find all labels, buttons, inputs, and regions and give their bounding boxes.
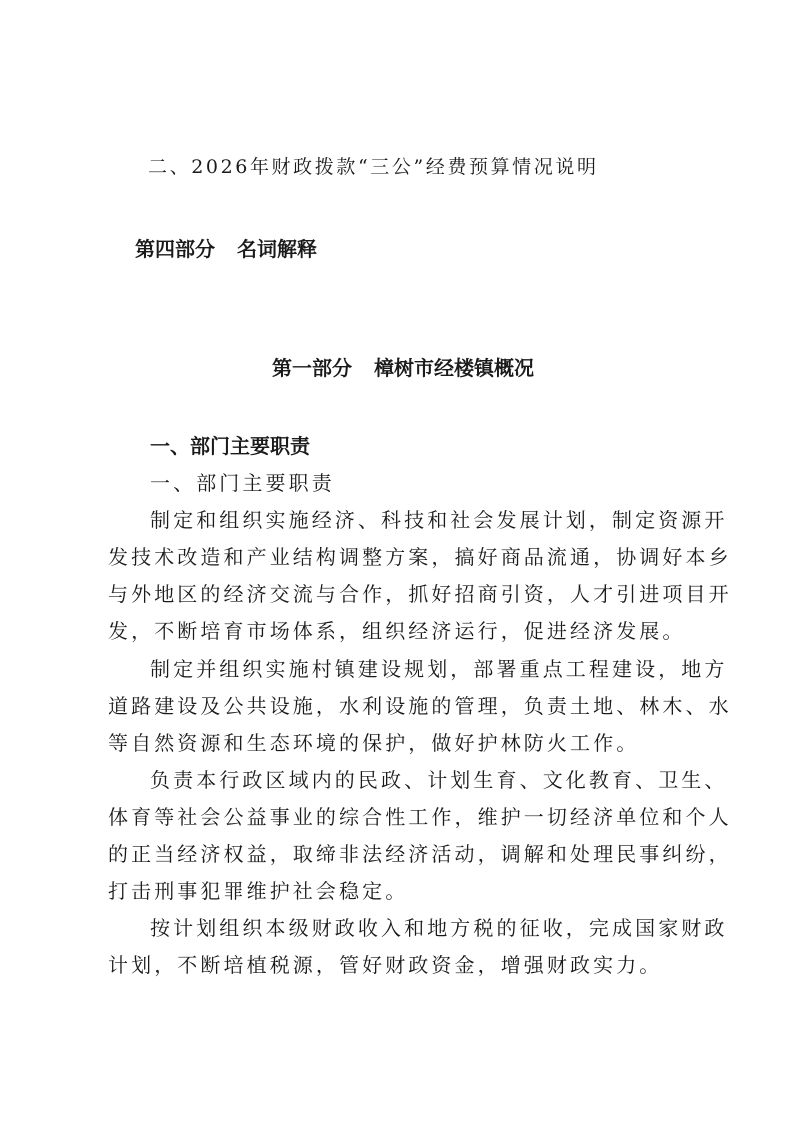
paragraph-1-line: 发技术改造和产业结构调整方案，搞好商品流通，协调好本乡 — [108, 545, 732, 569]
toc-part4-label: 第四部分 — [135, 237, 215, 261]
section-subheading: 一、部门主要职责 — [150, 471, 335, 495]
paragraph-4-line: 计划，不断培植税源，管好财政资金，增强财政实力。 — [108, 953, 663, 977]
paragraph-3-line: 打击刑事犯罪维护社会稳定。 — [108, 879, 409, 903]
paragraph-3-line: 负责本行政区域内的民政、计划生育、文化教育、卫生、 — [150, 768, 728, 792]
toc-part4-heading — [135, 233, 317, 262]
paragraph-2-line: 道路建设及公共设施，水利设施的管理，负责土地、林木、水 — [108, 694, 732, 718]
paragraph-2-line: 制定并组织实施村镇建设规划，部署重点工程建设，地方 — [150, 657, 728, 681]
paragraph-3-line: 体育等社会公益事业的综合性工作，维护一切经济单位和个人 — [108, 805, 732, 829]
paragraph-3-line: 的正当经济权益，取缔非法经济活动，调解和处理民事纠纷， — [108, 842, 732, 866]
paragraph-1-line: 发，不断培育市场体系，组织经济运行，促进经济发展。 — [108, 619, 686, 643]
part1-heading — [272, 352, 534, 381]
paragraph-1-line: 与外地区的经济交流与合作，抓好招商引资，人才引进项目开 — [108, 582, 732, 606]
toc-part4-title: 名词解释 — [237, 237, 317, 261]
part1-title: 樟树市经楼镇概况 — [374, 356, 534, 380]
paragraph-4-line: 按计划组织本级财政收入和地方税的征收，完成国家财政 — [150, 916, 728, 940]
paragraph-1-line: 制定和组织实施经济、科技和社会发展计划，制定资源开 — [150, 508, 728, 532]
paragraph-2-line: 等自然资源和生态环境的保护，做好护林防火工作。 — [108, 731, 640, 755]
toc-item-2: 二、2026年财政拨款“三公”经费预算情况说明 — [148, 156, 599, 178]
part1-label: 第一部分 — [272, 356, 352, 380]
section-heading: 一、部门主要职责 — [150, 434, 310, 458]
